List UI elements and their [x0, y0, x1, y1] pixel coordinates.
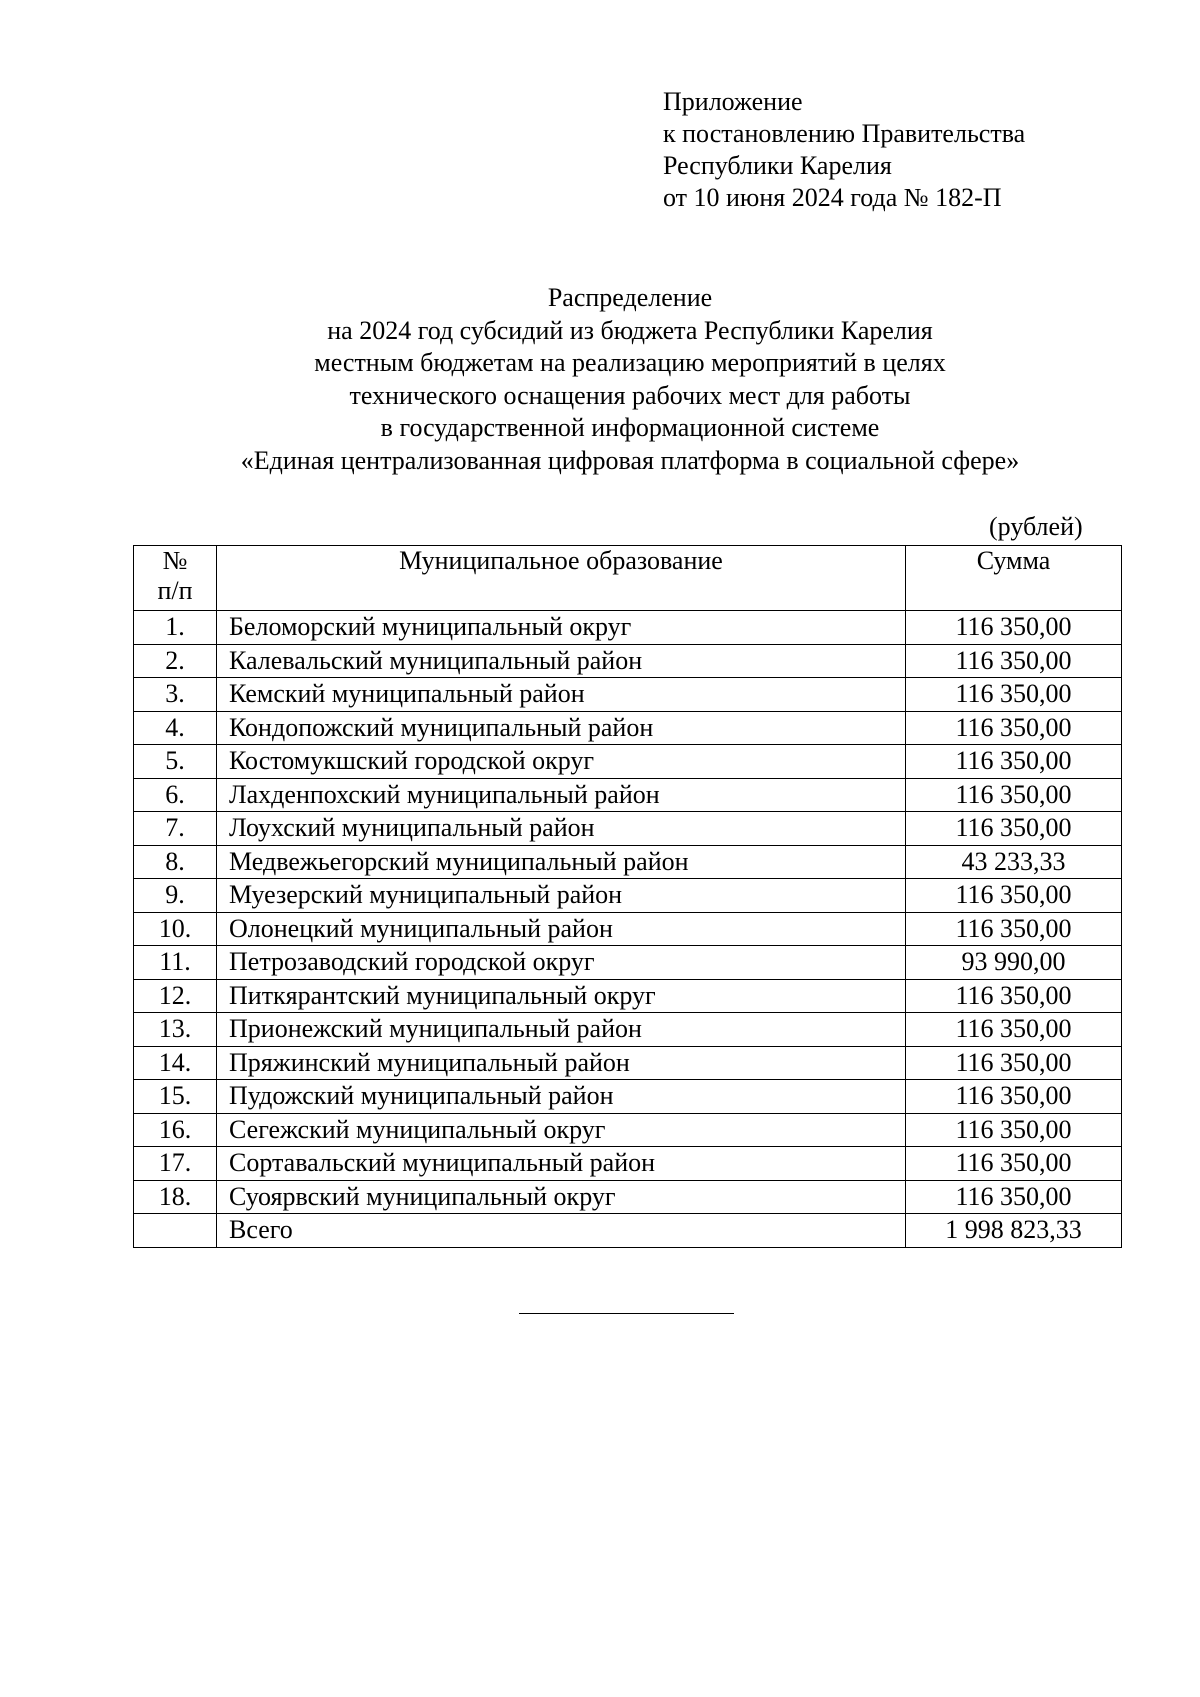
header-number-line-2: п/п [157, 576, 193, 605]
row-sum: 116 350,00 [906, 1046, 1122, 1080]
table-row [134, 812, 1122, 846]
table-row [134, 1180, 1122, 1214]
appendix-line-1: Приложение [663, 87, 803, 116]
table-row [134, 946, 1122, 980]
row-sum: 116 350,00 [906, 1180, 1122, 1214]
row-number: 13. [134, 1013, 217, 1047]
table-row [134, 912, 1122, 946]
row-number: 1. [134, 611, 217, 645]
row-sum: 116 350,00 [906, 644, 1122, 678]
table-row [134, 745, 1122, 779]
total-sum: 1 998 823,33 [906, 1214, 1122, 1248]
document-title [0, 282, 1200, 477]
row-number: 6. [134, 778, 217, 812]
row-municipality: Кондопожский муниципальный район [217, 711, 906, 745]
header-number [134, 546, 217, 611]
row-municipality: Пудожский муниципальный район [217, 1080, 906, 1114]
row-number: 2. [134, 644, 217, 678]
row-municipality: Суоярвский муниципальный округ [217, 1180, 906, 1214]
row-number: 17. [134, 1147, 217, 1181]
row-municipality: Кемский муниципальный район [217, 678, 906, 712]
row-sum: 116 350,00 [906, 879, 1122, 913]
row-sum: 116 350,00 [906, 778, 1122, 812]
distribution-table [133, 545, 1122, 1248]
row-sum: 43 233,33 [906, 845, 1122, 879]
row-municipality: Медвежьегорский муниципальный район [217, 845, 906, 879]
table-row [134, 1046, 1122, 1080]
title-line-5: в государственной информационной системе [380, 413, 880, 442]
row-sum: 116 350,00 [906, 979, 1122, 1013]
title-line-4: технического оснащения рабочих мест для работы [349, 380, 911, 410]
table-row [134, 611, 1122, 645]
table-row [134, 678, 1122, 712]
title-line-2: на 2024 год субсидий из бюджета Республики Карелия [327, 315, 933, 345]
table-row [134, 711, 1122, 745]
unit-label: (рублей) [989, 512, 1083, 541]
row-municipality: Калевальский муниципальный район [217, 644, 906, 678]
row-sum: 116 350,00 [906, 812, 1122, 846]
table-row [134, 845, 1122, 879]
table-row [134, 1013, 1122, 1047]
row-municipality: Петрозаводский городской округ [217, 946, 906, 980]
row-sum: 116 350,00 [906, 1013, 1122, 1047]
row-sum: 116 350,00 [906, 745, 1122, 779]
row-municipality: Костомукшский городской округ [217, 745, 906, 779]
row-municipality: Муезерский муниципальный район [217, 879, 906, 913]
title-line-1: Распределение [547, 283, 713, 312]
row-number: 9. [134, 879, 217, 913]
header-municipality: Муниципальное образование [217, 546, 906, 611]
appendix-header [663, 86, 1025, 214]
row-municipality: Сегежский муниципальный округ [217, 1113, 906, 1147]
total-label: Всего [217, 1214, 906, 1248]
row-municipality: Пряжинский муниципальный район [217, 1046, 906, 1080]
title-line-3: местным бюджетам на реализацию мероприятий в целях [314, 348, 946, 377]
row-sum: 116 350,00 [906, 912, 1122, 946]
row-municipality: Прионежский муниципальный район [217, 1013, 906, 1047]
row-number: 16. [134, 1113, 217, 1147]
row-number: 8. [134, 845, 217, 879]
row-sum: 93 990,00 [906, 946, 1122, 980]
row-municipality: Сортавальский муниципальный район [217, 1147, 906, 1181]
row-number: 14. [134, 1046, 217, 1080]
row-number: 10. [134, 912, 217, 946]
appendix-line-3: Республики Карелия [663, 151, 892, 180]
row-sum: 116 350,00 [906, 1147, 1122, 1181]
row-number: 11. [134, 946, 217, 980]
row-municipality: Беломорский муниципальный округ [217, 611, 906, 645]
row-municipality: Лоухский муниципальный район [217, 812, 906, 846]
row-number: 3. [134, 678, 217, 712]
header-number-line-1: № [162, 546, 188, 575]
row-number: 7. [134, 812, 217, 846]
row-sum: 116 350,00 [906, 711, 1122, 745]
table-row [134, 979, 1122, 1013]
table-row [134, 778, 1122, 812]
row-municipality: Олонецкий муниципальный район [217, 912, 906, 946]
row-municipality: Лахденпохский муниципальный район [217, 778, 906, 812]
table-total-row [134, 1214, 1122, 1248]
table-row [134, 1080, 1122, 1114]
title-line-6: «Единая централизованная цифровая платформа в социальной сфере» [240, 445, 1020, 475]
row-sum: 116 350,00 [906, 1113, 1122, 1147]
row-sum: 116 350,00 [906, 678, 1122, 712]
table-row [134, 1113, 1122, 1147]
appendix-line-2: к постановлению Правительства [663, 119, 1026, 148]
table-row [134, 879, 1122, 913]
appendix-line-4: от 10 июня 2024 года № 182-П [663, 183, 1002, 212]
closing-rule [519, 1313, 734, 1314]
total-number-cell [134, 1214, 217, 1248]
row-number: 5. [134, 745, 217, 779]
header-sum: Сумма [906, 546, 1122, 611]
table-header-row [134, 546, 1122, 611]
table-row [134, 644, 1122, 678]
row-number: 18. [134, 1180, 217, 1214]
row-sum: 116 350,00 [906, 611, 1122, 645]
row-sum: 116 350,00 [906, 1080, 1122, 1114]
row-number: 15. [134, 1080, 217, 1114]
table-row [134, 1147, 1122, 1181]
row-number: 4. [134, 711, 217, 745]
row-number: 12. [134, 979, 217, 1013]
row-municipality: Питкярантский муниципальный округ [217, 979, 906, 1013]
